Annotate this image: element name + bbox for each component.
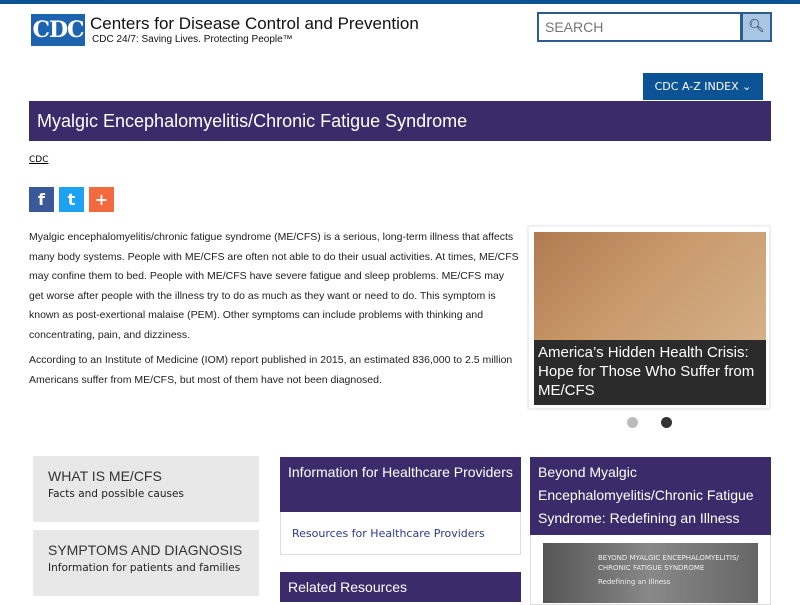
- search-input[interactable]: [537, 12, 742, 42]
- carousel-dot-2[interactable]: [661, 417, 672, 428]
- page-title: Myalgic Encephalomyelitis/Chronic Fatigue Syndrome: [29, 101, 771, 141]
- org-name[interactable]: Centers for Disease Control and Prevention: [90, 14, 419, 33]
- twitter-icon[interactable]: t: [59, 187, 84, 212]
- intro-paragraph: Myalgic encephalomyelitis/chronic fatigue syndrome (ME/CFS) is a serious, long-term illness that affects many body systems. People with ME/CFS are often not able to do their usual activities. At times, ME/CFS may confine them to bed. People with ME/CFS have severe fatigue and sleep problems. ME/CFS may get worse after people with the illness try to do as much as they want or need to do. This symptom is known as post-exertional malaise (PEM). Other symptoms can include problems with thinking and concentrating, pain, and dizziness.: [29, 231, 519, 341]
- hcp-panel-title: Information for Healthcare Providers: [280, 457, 521, 512]
- report-cover[interactable]: [543, 543, 758, 603]
- search-icon: 🔍︎: [748, 19, 765, 34]
- search-button[interactable]: [741, 12, 772, 42]
- hcp-resources-link[interactable]: Resources for Healthcare Providers: [292, 527, 485, 540]
- cover-line: CHRONIC FATIGUE SYNDROME: [598, 564, 705, 572]
- intro-paragraph: According to an Institute of Medicine (IOM) report published in 2015, an estimated 836,000 to 2.5 million Americans suffer from ME/CFS, but most of them have not been diagnosed.: [29, 354, 513, 386]
- card-title: WHAT IS ME/CFS: [48, 468, 162, 484]
- chevron-down-icon: ⌄: [742, 80, 752, 93]
- beyond-panel-body: [530, 535, 771, 605]
- hcp-panel-body: [280, 512, 521, 555]
- slide-caption[interactable]: America’s Hidden Health Crisis: Hope for Those Who Suffer from ME/CFS: [534, 340, 766, 405]
- slide-image[interactable]: [534, 232, 766, 405]
- card-subtitle: Facts and possible causes: [48, 488, 184, 500]
- cover-line: BEYOND MYALGIC ENCEPHALOMYELITIS/: [598, 554, 739, 562]
- top-bar: [0, 0, 800, 4]
- share-icon[interactable]: +: [89, 187, 114, 212]
- facebook-icon[interactable]: f: [29, 187, 54, 212]
- beyond-panel-title: Beyond Myalgic Encephalomyelitis/Chronic Fatigue Syndrome: Redefining an Illness: [530, 457, 771, 535]
- card-subtitle: Information for patients and families: [48, 562, 241, 574]
- tagline: CDC 24/7: Saving Lives. Protecting People™: [92, 34, 293, 45]
- intro-text: [29, 228, 519, 396]
- related-panel-title: Related Resources: [280, 572, 521, 602]
- breadcrumb[interactable]: CDC: [29, 155, 49, 165]
- carousel-dot-1[interactable]: [627, 417, 638, 428]
- az-index-label: CDC A-Z INDEX: [654, 80, 739, 93]
- card-title: SYMPTOMS AND DIAGNOSIS: [48, 542, 243, 558]
- cover-line: Redefining an Illness: [598, 578, 671, 586]
- carousel[interactable]: [528, 226, 770, 409]
- az-index-button[interactable]: [643, 73, 763, 100]
- card-what-is[interactable]: [33, 456, 259, 522]
- cdc-logo[interactable]: CDC: [31, 14, 85, 46]
- card-symptoms[interactable]: [33, 530, 259, 596]
